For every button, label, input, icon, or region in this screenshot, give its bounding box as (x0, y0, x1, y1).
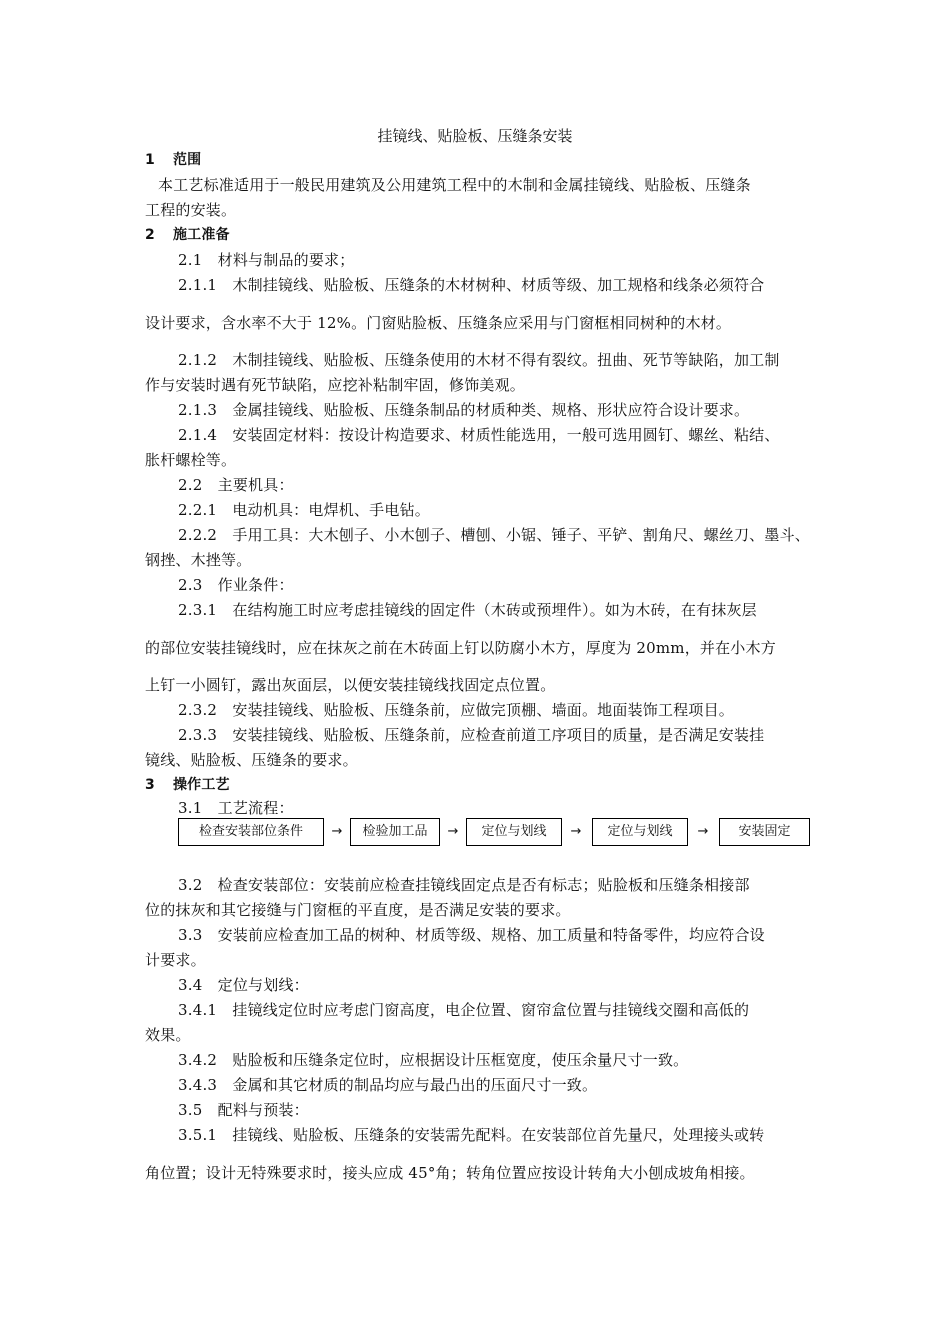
paragraph-line: 作与安装时遇有死节缺陷，应挖补粘制牢固，修饰美观。 (145, 376, 526, 394)
flow-step-5: 安装固定 (719, 818, 810, 846)
flow-step-3: 定位与划线 (466, 818, 562, 846)
paragraph-line: 胀杆螺栓等。 (145, 451, 237, 469)
paragraph-line: 3.4.2 贴脸板和压缝条定位时，应根据设计压框宽度，使压余量尺寸一致。 (178, 1051, 689, 1069)
arrow-right-icon: → (570, 824, 582, 839)
subsection-heading: 2.2 主要机具： (178, 476, 294, 494)
paragraph-line: 3.4.3 金属和其它材质的制品均应与最凸出的压面尺寸一致。 (178, 1076, 598, 1094)
flow-step-4: 定位与划线 (592, 818, 688, 846)
paragraph-line: 的部位安装挂镜线时，应在抹灰之前在木砖面上钉以防腐小木方，厚度为 20mm，并在小木方 (145, 639, 776, 657)
paragraph-line: 钢挫、木挫等。 (145, 551, 252, 569)
section-1-heading (145, 150, 810, 170)
paragraph-line: 上钉一小圆钉，露出灰面层，以便安装挂镜线找固定点位置。 (145, 676, 556, 694)
paragraph-line: 计要求。 (145, 951, 206, 969)
paragraph-line: 2.1.3 金属挂镜线、贴脸板、压缝条制品的材质种类、规格、形状应符合设计要求。 (178, 401, 750, 419)
paragraph-line: 2.1.1 木制挂镜线、贴脸板、压缝条的木材树种、材质等级、加工规格和线条必须符合 (178, 276, 765, 294)
section-3-heading (145, 775, 810, 795)
paragraph-line: 3.4.1 挂镜线定位时应考虑门窗高度，电企位置、窗帘盒位置与挂镜线交圈和高低的 (178, 1001, 750, 1019)
subsection-heading: 3.4 定位与划线： (178, 976, 309, 994)
paragraph-line: 2.1.2 木制挂镜线、贴脸板、压缝条使用的木材不得有裂纹。扭曲、死节等缺陷，加工制 (178, 351, 780, 369)
process-flow (178, 818, 810, 850)
paragraph-line: 3.5.1 挂镜线、贴脸板、压缝条的安装需先配料。在安装部位首先量尺，处理接头或转 (178, 1126, 765, 1144)
flow-step-1: 检查安装部位条件 (178, 818, 324, 846)
paragraph-line: 2.2.1 电动机具：电焊机、手电钻。 (178, 501, 430, 519)
paragraph-line: 3.3 安装前应检查加工品的树种、材质等级、规格、加工质量和特备零件，均应符合设 (178, 926, 765, 944)
paragraph-line: 2.3.1 在结构施工时应考虑挂镜线的固定件（木砖或预埋件）。如为木砖，在有抹灰层 (178, 601, 757, 619)
paragraph-line: 设计要求，含水率不大于 12%。门窗贴脸板、压缝条应采用与门窗框相同树种的木材。 (145, 314, 732, 332)
paragraph-line: 2.3.3 安装挂镜线、贴脸板、压缝条前，应检查前道工序项目的质量，是否满足安装挂 (178, 726, 765, 744)
paragraph-line: 3.2 检查安装部位：安装前应检查挂镜线固定点是否有标志；贴脸板和压缝条相接部 (178, 876, 750, 894)
arrow-right-icon: → (697, 824, 709, 839)
section-title: 范围 (172, 152, 202, 168)
section-title: 操作工艺 (172, 777, 230, 793)
subsection-heading: 2.3 作业条件： (178, 576, 294, 594)
section-title: 施工准备 (172, 227, 230, 243)
section-number: 3 (145, 777, 155, 793)
paragraph-line: 镜线、贴脸板、压缝条的要求。 (145, 751, 358, 769)
paragraph-line: 效果。 (145, 1026, 191, 1044)
subsection-heading: 3.5 配料与预装： (178, 1101, 309, 1119)
section-2-heading (145, 225, 810, 245)
paragraph-line: 2.2.2 手用工具：大木刨子、小木刨子、槽刨、小锯、锤子、平铲、割角尺、螺丝刀、墨斗、 (178, 526, 810, 544)
subsection-heading: 3.1 工艺流程： (178, 799, 294, 817)
paragraph-line: 位的抹灰和其它接缝与门窗框的平直度，是否满足安装的要求。 (145, 901, 571, 919)
section-number: 2 (145, 227, 155, 243)
section-number: 1 (145, 152, 155, 168)
subsection-heading: 2.1 材料与制品的要求； (178, 251, 355, 269)
paragraph-line: 2.3.2 安装挂镜线、贴脸板、压缝条前，应做完顶棚、墙面。地面装饰工程项目。 (178, 701, 734, 719)
paragraph-line: 2.1.4 安装固定材料：按设计构造要求、材质性能选用，一般可选用圆钉、螺丝、粘结、 (178, 426, 780, 444)
paragraph-line: 本工艺标准适用于一般民用建筑及公用建筑工程中的木制和金属挂镜线、贴脸板、压缝条 (158, 176, 751, 194)
page-title: 挂镜线、贴脸板、压缝条安装 (377, 127, 573, 145)
arrow-right-icon: → (447, 824, 459, 839)
paragraph-line: 角位置；设计无特殊要求时，接头应成 45°角；转角位置应按设计转角大小刨成坡角相接。 (145, 1164, 755, 1182)
arrow-right-icon: → (331, 824, 343, 839)
paragraph-line: 工程的安装。 (145, 201, 237, 219)
flow-step-2: 检验加工品 (350, 818, 440, 846)
